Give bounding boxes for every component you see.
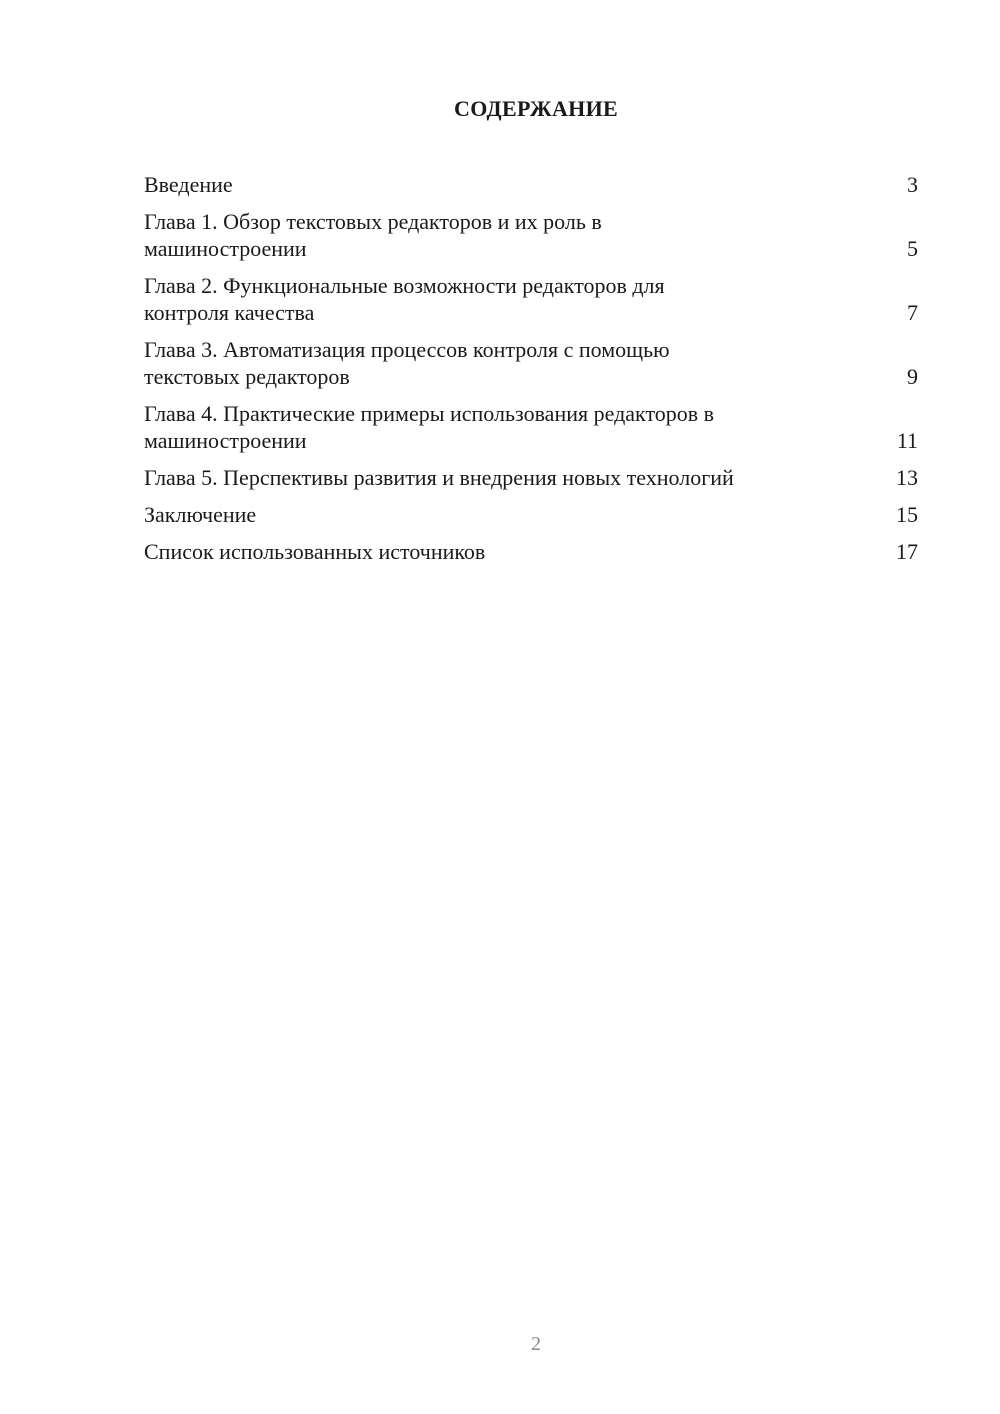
toc-entry-page-number: 3 (907, 172, 918, 197)
toc-entry-line: Глава 1. Обзор текстовых редакторов и их роль в (144, 209, 602, 234)
toc-entry-text (144, 538, 888, 565)
toc-entry-page-number: 9 (907, 364, 918, 389)
toc-entry-line: контроля качества (144, 300, 315, 325)
toc-title: СОДЕРЖАНИЕ (454, 96, 618, 121)
toc-entry-text (144, 336, 888, 390)
page-number: 2 (531, 1333, 541, 1355)
toc-entry-text (144, 501, 888, 528)
toc-entry-text (144, 272, 888, 326)
table-of-contents (144, 171, 918, 575)
toc-entry-text (144, 208, 888, 262)
toc-entry-line: Заключение (144, 502, 257, 527)
toc-entry-page-number: 7 (907, 300, 918, 325)
toc-entry-conclusion[interactable] (144, 501, 918, 528)
toc-entry-page-number: 11 (896, 428, 918, 453)
toc-entry-page-number: 13 (896, 465, 918, 490)
toc-entry-page-number: 17 (896, 539, 918, 564)
toc-entry-text (144, 464, 888, 491)
toc-entry-line: машиностроении (144, 428, 307, 453)
toc-entry-line: Список использованных источников (144, 539, 486, 564)
toc-entry-page-number: 15 (896, 502, 918, 527)
toc-entry-line: Глава 4. Практические примеры использования редакторов в (144, 401, 715, 426)
toc-entry-text (144, 171, 888, 198)
toc-entry-line: текстовых редакторов (144, 364, 350, 389)
toc-entry-text (144, 400, 888, 454)
toc-entry-page-number: 5 (907, 236, 918, 261)
toc-entry-chapter-3[interactable] (144, 336, 918, 390)
toc-entry-chapter-2[interactable] (144, 272, 918, 326)
toc-entry-chapter-5[interactable] (144, 464, 918, 491)
toc-entry-line: Глава 5. Перспективы развития и внедрения новых технологий (144, 465, 734, 490)
toc-entry-line: Глава 2. Функциональные возможности редакторов для (144, 273, 665, 298)
toc-entry-introduction[interactable] (144, 171, 918, 198)
toc-entry-chapter-1[interactable] (144, 208, 918, 262)
toc-entry-line: машиностроении (144, 236, 307, 261)
toc-entry-chapter-4[interactable] (144, 400, 918, 454)
toc-entry-references[interactable] (144, 538, 918, 565)
toc-entry-line: Введение (144, 172, 233, 197)
toc-entry-line: Глава 3. Автоматизация процессов контроля с помощью (144, 337, 670, 362)
